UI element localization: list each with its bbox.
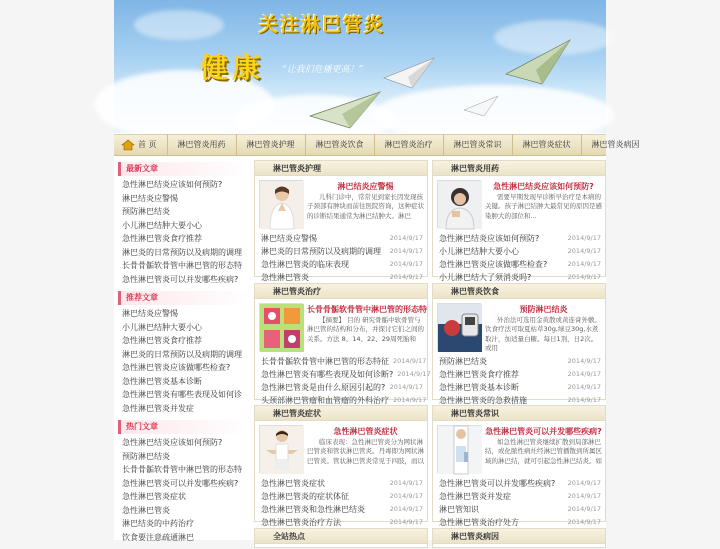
article-link[interactable]: 急性淋巴管炎 — [261, 273, 309, 282]
panel-care-feature-title[interactable]: 淋巴结炎应警惕 — [337, 182, 394, 191]
article-date: 2014/9/17 — [389, 505, 423, 513]
list-item — [255, 355, 427, 368]
sidebar-recommended-link[interactable]: 急性淋巴管炎食疗推荐 — [122, 336, 202, 345]
panel-care-feature — [255, 178, 427, 232]
article-date: 2014/9/17 — [389, 260, 423, 268]
panel-site-hot — [254, 528, 428, 548]
list-item — [255, 381, 427, 394]
article-link[interactable]: 急性淋巴管炎的临床表现 — [261, 260, 349, 269]
list-item — [255, 232, 427, 245]
article-date: 2014/9/17 — [567, 234, 601, 242]
article-link[interactable]: 淋巴管知识 — [439, 505, 479, 514]
article-date: 2014/9/17 — [567, 247, 601, 255]
sidebar-recommended-link[interactable]: 淋巴炎的日常预防以及病期的调理 — [122, 349, 242, 359]
panel-symptoms — [254, 405, 428, 527]
sidebar-recommended-link[interactable]: 淋巴结炎应警惕 — [122, 309, 178, 318]
article-date: 2014/9/17 — [389, 383, 423, 391]
nav-item-medication[interactable]: 淋巴管炎用药 — [168, 134, 237, 156]
article-date: 2014/9/17 — [567, 273, 601, 281]
nav-item-symptoms[interactable]: 淋巴管炎症状 — [513, 134, 582, 156]
panel-symptoms-thumbnail[interactable] — [259, 425, 303, 473]
panel-knowledge-feature-title[interactable]: 急性淋巴管炎可以并发哪些疾病? — [485, 427, 602, 436]
panel-knowledge-feature-desc: 如急性淋巴管炎继续扩散到局部淋巴结，或化脓性病灶经淋巴管播散到所属区域的淋巴结，就可引起急性淋巴结炎。如 — [485, 438, 602, 465]
article-link[interactable]: 急性淋巴管炎的急救措施 — [439, 396, 527, 405]
article-date: 2014/9/17 — [567, 357, 601, 365]
list-item — [433, 245, 605, 258]
nav-item-causes[interactable]: 淋巴管炎病因 — [591, 140, 640, 149]
money-plane-small-icon — [310, 88, 380, 128]
article-date: 2014/9/17 — [567, 479, 601, 487]
sidebar-hot — [118, 420, 250, 544]
panel-care-list — [255, 232, 427, 284]
list-item — [255, 368, 431, 381]
list-item — [433, 490, 605, 503]
panel-knowledge-thumbnail[interactable] — [437, 425, 481, 473]
money-plane-icon — [506, 40, 570, 84]
sidebar-latest-list — [118, 178, 250, 286]
article-date: 2014/9/17 — [567, 396, 601, 404]
panel-medication-feature-title[interactable]: 急性淋巴结炎应该如何预防? — [493, 182, 594, 191]
list-item — [433, 368, 605, 381]
article-link[interactable]: 预防淋巴结炎 — [439, 357, 487, 366]
sidebar-hot-link[interactable]: 饮食要注意疏通淋巴 — [122, 532, 194, 542]
article-link[interactable]: 急性淋巴管炎治疗方法 — [261, 518, 341, 527]
article-date: 2014/9/17 — [393, 357, 427, 365]
article-link[interactable]: 急性淋巴管炎基本诊断 — [439, 383, 519, 392]
home-icon — [122, 140, 134, 150]
article-link[interactable]: 头颈部淋巴管瘤和血管瘤的外科治疗 — [261, 396, 389, 405]
panel-medication-title[interactable]: 淋巴管炎用药 — [433, 161, 605, 176]
sidebar-latest-link[interactable]: 淋巴炎的日常预防以及病期的调理 — [122, 247, 242, 257]
panel-site-hot-title: 全站热点 — [255, 529, 427, 544]
article-date: 2014/9/17 — [389, 492, 423, 500]
sidebar-latest-link[interactable]: 急性淋巴管炎食疗推荐 — [122, 234, 202, 243]
sidebar-latest-link[interactable]: 预防淋巴结炎 — [122, 207, 170, 216]
panel-treatment-feature — [255, 301, 427, 355]
paper-plane-icon — [384, 58, 434, 88]
article-date: 2014/9/17 — [567, 518, 601, 526]
panel-symptoms-title[interactable]: 淋巴管炎症状 — [255, 406, 427, 421]
article-link[interactable]: 急性淋巴管炎食疗推荐 — [439, 370, 519, 379]
panel-treatment-feature-desc: 【摘要】 目的 研究骨骺中软骨管与淋巴管的结构和分布，并探讨它们之间的关系。方法 8、14、22、29周死胎和 — [307, 316, 424, 343]
panel-medication-feature-desc: 需要早期发现早诊断早治疗是本病的关键。孩子淋巴结肿大最常见的原因是感染肿大的部位和... — [485, 193, 602, 220]
article-link[interactable]: 急性淋巴管炎应该做哪些检查? — [439, 260, 548, 269]
sidebar-recommended-link[interactable]: 急性淋巴管炎基本诊断 — [122, 376, 202, 386]
sidebar-latest-link[interactable]: 急性淋巴管炎可以并发哪些疾病? — [122, 274, 239, 284]
list-item — [255, 258, 427, 271]
panel-symptoms-list — [255, 477, 427, 529]
banner-health-logo: 健康 — [200, 51, 265, 84]
article-date: 2014/9/17 — [389, 518, 423, 526]
sidebar-hot-link[interactable]: 急性淋巴管炎症状 — [122, 492, 186, 501]
banner — [114, 0, 606, 133]
article-link[interactable]: 急性淋巴管炎的症状体征 — [261, 492, 349, 501]
article-link[interactable]: 急性淋巴管炎是由什么原因引起的? — [261, 383, 386, 392]
main-nav — [114, 134, 640, 156]
list-item — [255, 245, 427, 258]
article-date: 2014/9/17 — [567, 505, 601, 513]
panel-knowledge-title[interactable]: 淋巴管炎常识 — [433, 406, 605, 421]
panel-knowledge — [432, 405, 606, 527]
panel-diet-list — [433, 355, 605, 407]
list-item — [433, 477, 605, 490]
list-item — [255, 477, 427, 490]
article-date: 2014/9/17 — [397, 370, 431, 378]
article-link[interactable]: 长骨骨骺软骨管中淋巴管的形态特征 — [261, 357, 389, 366]
panel-treatment — [254, 283, 431, 405]
panel-symptoms-feature-title[interactable]: 急性淋巴管炎症状 — [333, 427, 398, 436]
panel-care-feature-desc: 儿科门诊中，常常见到家长因发现孩子颈部有肿块而前往医院咨询，这种症状的诊断结果通常为淋巴结肿大。淋巴 — [307, 193, 424, 220]
list-item — [255, 503, 427, 516]
sidebar-latest-link[interactable]: 长骨骨骺软骨管中淋巴管的形态特 — [122, 261, 242, 270]
panel-treatment-title[interactable]: 淋巴管炎治疗 — [255, 284, 427, 299]
sidebar-hot-list — [118, 436, 250, 544]
banner-title: 关注淋巴管炎 — [259, 14, 386, 36]
panel-symptoms-feature-desc: 临床表现：急性淋巴管炎分为网状淋巴管炎和管状淋巴管炎。丹毒即为网状淋巴管炎。管状淋巴管炎常见于四肢，而以 — [307, 438, 424, 465]
article-date: 2014/9/17 — [567, 370, 601, 378]
nav-home[interactable] — [114, 134, 168, 156]
article-date: 2014/9/17 — [389, 234, 423, 242]
article-link[interactable]: 急性淋巴管炎治疗处方 — [439, 518, 519, 527]
sidebar-recommended-title: 推荐文章 — [118, 291, 250, 305]
nav-item-care[interactable]: 淋巴管炎护理 — [237, 134, 306, 156]
list-item — [433, 503, 605, 516]
article-date: 2014/9/17 — [567, 383, 601, 391]
panel-knowledge-list — [433, 477, 605, 529]
panel-care-thumbnail[interactable] — [259, 180, 303, 228]
article-link[interactable]: 小儿淋巴结肿大要小心 — [439, 247, 519, 256]
panel-care-title[interactable]: 淋巴管炎护理 — [255, 161, 427, 176]
list-item — [433, 232, 605, 245]
list-item — [433, 355, 605, 368]
article-date: 2014/9/17 — [389, 273, 423, 281]
nav-item-treatment[interactable]: 淋巴管炎治疗 — [375, 134, 444, 156]
panel-diet-feature-title[interactable]: 预防淋巴结炎 — [519, 305, 568, 314]
sidebar-hot-link[interactable]: 急性淋巴结炎应该如何预防? — [122, 438, 223, 447]
article-link[interactable]: 淋巴结炎应警惕 — [261, 234, 317, 243]
list-item — [433, 381, 605, 394]
article-link[interactable]: 急性淋巴管炎可以并发哪些疾病? — [439, 479, 556, 488]
panel-knowledge-feature — [433, 423, 605, 477]
panel-diet-title[interactable]: 淋巴管炎饮食 — [433, 284, 605, 299]
sidebar-latest-link[interactable]: 小儿淋巴结肿大要小心 — [122, 220, 202, 230]
article-link[interactable]: 淋巴炎的日常预防以及病期的调理 — [261, 247, 381, 256]
sidebar-latest — [118, 162, 250, 286]
list-item — [255, 490, 427, 503]
sidebar-latest-link[interactable]: 急性淋巴结炎应该如何预防? — [122, 180, 223, 189]
nav-item-diet[interactable]: 淋巴管炎饮食 — [306, 134, 375, 156]
panel-symptoms-feature — [255, 423, 427, 477]
article-link[interactable]: 急性淋巴管炎并发症 — [439, 492, 511, 501]
banner-slogan: “让我们危播更高！” — [282, 65, 364, 75]
sidebar-hot-title: 热门文章 — [118, 420, 250, 434]
sidebar-hot-link[interactable]: 长骨骨骺软骨管中淋巴管的形态特 — [122, 465, 242, 474]
article-link[interactable]: 急性淋巴结炎应该如何预防? — [439, 234, 540, 243]
panel-treatment-list — [255, 355, 431, 407]
panel-medication — [432, 160, 606, 282]
nav-home-label: 首 页 — [138, 140, 157, 149]
sidebar-latest-link[interactable]: 淋巴结炎应警惕 — [122, 193, 178, 203]
panel-medication-list — [433, 232, 605, 284]
article-link[interactable]: 小儿淋巴结大了须消炎吗? — [439, 273, 532, 282]
panel-diet-thumbnail[interactable] — [437, 303, 481, 351]
article-date: 2014/9/17 — [567, 492, 601, 500]
panel-medication-feature — [433, 178, 605, 232]
article-date: 2014/9/17 — [393, 396, 427, 404]
sidebar-recommended-link[interactable]: 急性淋巴管炎应该做哪些检查? — [122, 363, 231, 372]
sidebar-recommended — [118, 291, 250, 415]
sidebar-hot-link[interactable]: 急性淋巴管炎 — [122, 505, 170, 515]
sidebar — [118, 162, 250, 549]
sidebar-latest-title: 最新文章 — [118, 162, 250, 176]
sidebar-hot-link[interactable]: 急性淋巴管炎可以并发哪些疾病? — [122, 478, 239, 488]
sidebar-recommended-link[interactable]: 急性淋巴管炎有哪些表现及如何诊 — [122, 390, 242, 399]
sidebar-hot-link[interactable]: 预防淋巴结炎 — [122, 451, 170, 461]
panel-causes — [432, 528, 606, 548]
sidebar-recommended-list — [118, 307, 250, 415]
sidebar-recommended-link[interactable]: 小儿淋巴结肿大要小心 — [122, 322, 202, 332]
article-link[interactable]: 急性淋巴管炎症状 — [261, 479, 325, 488]
panel-diet — [432, 283, 606, 405]
panel-treatment-thumbnail[interactable] — [259, 303, 303, 351]
article-link[interactable]: 急性淋巴管炎有哪些表现及如何诊断? — [261, 370, 394, 379]
panel-medication-thumbnail[interactable] — [437, 180, 481, 228]
article-date: 2014/9/17 — [567, 260, 601, 268]
paper-plane-small-icon — [464, 96, 498, 116]
panel-causes-title: 淋巴管炎病因 — [433, 529, 605, 544]
panel-diet-feature-desc: 外治法可选用金黄散或黄连膏外敷。饮食疗法可取夏枯草30g,绿豆30g,水煮取汁，加适量白糖。每日1剂，日2次。或用 — [485, 316, 601, 352]
page-container — [114, 0, 640, 542]
panel-diet-feature — [433, 301, 605, 355]
article-date: 2014/9/17 — [389, 247, 423, 255]
sidebar-recommended-link[interactable]: 急性淋巴管炎并发症 — [122, 403, 194, 413]
panel-care — [254, 160, 428, 282]
panel-treatment-feature-title[interactable]: 长骨骨骺软骨管中淋巴管的形态特 — [307, 305, 427, 314]
nav-item-knowledge[interactable]: 淋巴管炎常识 — [444, 134, 513, 156]
list-item — [433, 258, 605, 271]
sidebar-hot-link[interactable]: 淋巴结炎的中药治疗 — [122, 519, 194, 528]
article-link[interactable]: 急性淋巴管炎和急性淋巴结炎 — [261, 505, 365, 514]
article-date: 2014/9/17 — [389, 479, 423, 487]
